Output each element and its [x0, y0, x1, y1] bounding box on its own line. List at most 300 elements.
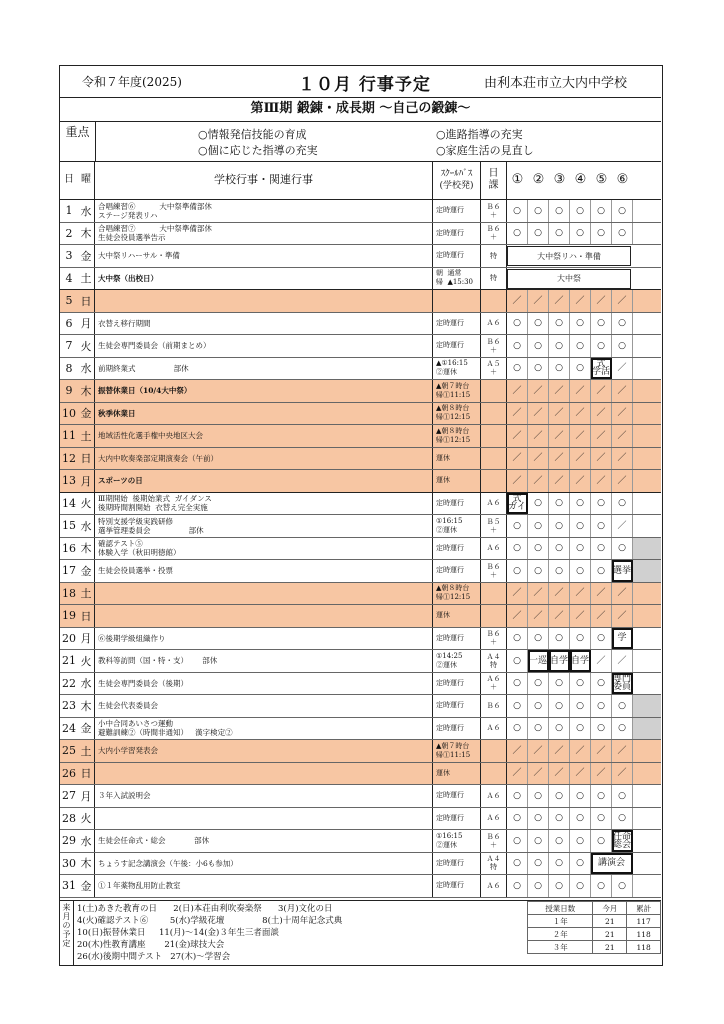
bus-cell: 運休: [433, 470, 481, 492]
bus-cell: 定時運行: [433, 628, 481, 650]
date-cell: 4: [65, 271, 73, 285]
event-cell: 大内小学習発表会: [95, 740, 433, 762]
extra-cell: [633, 380, 661, 402]
period-1-cell: ○: [507, 650, 528, 672]
period-6-cell: ／: [612, 380, 633, 402]
period-3-cell: ○: [549, 493, 570, 515]
period-4-cell: ○: [570, 628, 591, 650]
daily-schedule-cell: Ｂ６ ＋: [481, 200, 507, 222]
period-4-cell: ○: [570, 673, 591, 695]
extra-cell: [633, 358, 661, 380]
period-5-cell: ／: [591, 403, 612, 425]
date-cell: 23: [62, 699, 76, 713]
weekday-cell: 金: [78, 245, 95, 267]
schedule-row: [60, 605, 661, 628]
daily-schedule-cell: Ａ６: [481, 313, 507, 335]
period-6-cell: ／: [612, 403, 633, 425]
date-cell: 15: [62, 519, 76, 533]
period-1-cell: ／: [507, 290, 528, 312]
weekday-cell: 日: [78, 605, 95, 627]
period-1-cell: ／: [507, 470, 528, 492]
bus-cell: 定時運行: [433, 493, 481, 515]
weekday-cell: 土: [78, 740, 95, 762]
schedule-row: [60, 673, 661, 696]
daily-schedule-cell: Ｂ６: [481, 695, 507, 717]
period-2-cell: ○: [528, 358, 549, 380]
extra-cell: [633, 628, 661, 650]
daily-schedule-cell: [481, 448, 507, 470]
period-6-cell: ○: [612, 538, 633, 560]
period-4-cell: ／: [570, 380, 591, 402]
period-5-cell: ○: [591, 313, 612, 335]
period-4-cell: ○: [570, 200, 591, 222]
period-6-cell: ／: [612, 425, 633, 447]
period-1-cell: ／: [507, 425, 528, 447]
period-4-cell: ○: [570, 785, 591, 807]
period-2-cell: ○: [528, 223, 549, 245]
bus-cell: 定時運行: [433, 223, 481, 245]
extra-cell: [633, 470, 661, 492]
daily-schedule-cell: [481, 290, 507, 312]
weekday-cell: 金: [78, 403, 95, 425]
event-cell: [95, 808, 433, 830]
period-1-cell: ○: [507, 673, 528, 695]
next-month-line: 1(土)あきた教育の日 2(日)本荘由利吹奏楽祭 3(月)文化の日: [77, 904, 333, 914]
period-6-cell: ／: [612, 583, 633, 605]
period-4-cell: ／: [570, 740, 591, 762]
period-3-cell: ／: [549, 425, 570, 447]
date-cell: 31: [62, 879, 76, 893]
period-6-cell: 選挙: [612, 560, 633, 582]
period-6-cell: ／: [612, 515, 633, 537]
period-2-cell: ／: [528, 583, 549, 605]
header-period-2: ②: [532, 172, 545, 187]
weekday-cell: 木: [78, 223, 95, 245]
date-cell: 22: [62, 676, 76, 690]
daily-schedule-cell: [481, 403, 507, 425]
header-period-4: ④: [574, 172, 587, 187]
extra-cell: [633, 200, 661, 222]
weekday-cell: 金: [78, 718, 95, 740]
next-month-line: 20(木)性教育講座 21(金)球技大会: [77, 940, 225, 950]
event-cell: 確認テスト⑤ 体験入学（秋田明徳館）: [95, 538, 433, 560]
period-3-cell: ○: [549, 200, 570, 222]
page-title: １０月 行事予定: [298, 75, 431, 95]
schedule-row: [60, 830, 661, 853]
event-cell: 秋季休業日: [95, 403, 433, 425]
weekday-cell: 火: [78, 650, 95, 672]
period-6-cell: ○: [612, 875, 633, 897]
schedule-row: [60, 740, 661, 763]
period-6-cell: ○: [612, 695, 633, 717]
period-5-cell: ／: [591, 650, 612, 672]
date-cell: 13: [62, 474, 76, 488]
period-5-cell: ／: [591, 448, 612, 470]
bus-cell: ①16:15 ②運休: [433, 515, 481, 537]
bus-cell: ▲朝８時台 帰①12:15: [433, 403, 481, 425]
period-1-cell: ○: [507, 223, 528, 245]
schedule-row: [60, 853, 661, 876]
period-1-cell: ／: [507, 740, 528, 762]
period-4-cell: ○: [570, 875, 591, 897]
weekday-cell: 月: [78, 470, 95, 492]
event-cell: Ⅲ期開始 後期始業式 ガイダンス 後期時間割開始 衣替え完全実施: [95, 493, 433, 515]
weekday-cell: 水: [78, 200, 95, 222]
period-2-cell: ／: [528, 605, 549, 627]
schedule-row: [60, 493, 661, 516]
daily-schedule-cell: Ａ６ ＋: [481, 673, 507, 695]
weekday-cell: 水: [78, 673, 95, 695]
extra-cell: [633, 313, 661, 335]
period-3-cell: ／: [549, 583, 570, 605]
period-3-cell: ○: [549, 695, 570, 717]
weekday-cell: 木: [78, 380, 95, 402]
period-5-cell: ／: [591, 605, 612, 627]
period-1-cell: ○: [507, 785, 528, 807]
extra-cell: [633, 808, 661, 830]
date-cell: 5: [65, 294, 73, 308]
focus-item: ○家庭生活の見直し: [436, 144, 534, 157]
class-days-table: [527, 901, 661, 954]
extra-cell: [633, 538, 661, 560]
bus-cell: ▲朝７時台 帰①11:15: [433, 380, 481, 402]
daily-schedule-cell: 特: [481, 268, 507, 290]
bus-cell: 運休: [433, 605, 481, 627]
schedule-row: [60, 560, 661, 583]
bus-cell: 定時運行: [433, 808, 481, 830]
extra-cell: [633, 493, 661, 515]
event-cell: ちょうす記念講演会（午後：小6も参加）: [95, 853, 433, 875]
extra-cell: [633, 695, 661, 717]
period-1-cell: ／: [507, 605, 528, 627]
period-5-cell: 式 学活: [591, 359, 610, 378]
period-3-cell: ○: [549, 853, 570, 875]
date-cell: 18: [62, 586, 76, 600]
weekday-cell: 木: [78, 538, 95, 560]
period-4-cell: ○: [570, 560, 591, 582]
period-6-cell: ○: [612, 313, 633, 335]
date-cell: 17: [62, 564, 76, 578]
date-cell: 8: [65, 361, 73, 375]
period-5-cell: ○: [591, 223, 612, 245]
period-3-cell: ／: [549, 448, 570, 470]
period-3-cell: ○: [549, 335, 570, 357]
event-cell: 特別支援学級実践研修 選挙管理委員会 部休: [95, 515, 433, 537]
header-events: 学校行事・関連行事: [95, 161, 433, 199]
schedule-row: [60, 785, 661, 808]
period-4-cell: ／: [570, 605, 591, 627]
bus-cell: ▲朝８時台 帰①12:15: [433, 425, 481, 447]
date-cell: 29: [62, 834, 76, 848]
period-3-cell: ○: [549, 223, 570, 245]
header-dow: 曜: [78, 161, 95, 199]
period-6-cell: ／: [612, 290, 633, 312]
period-1-cell: ／: [507, 583, 528, 605]
event-cell: 合唱練習⑥ 大中祭準備部休 ステージ発表リハ: [95, 200, 433, 222]
bus-cell: 定時運行: [433, 538, 481, 560]
daily-schedule-cell: Ｂ６ ＋: [481, 335, 507, 357]
period-3-cell: ○: [549, 808, 570, 830]
period-1-cell: ○: [507, 200, 528, 222]
extra-cell: [633, 403, 661, 425]
period-6-cell: 任命 総会: [612, 831, 631, 850]
period-2-cell: ／: [528, 290, 549, 312]
period-6-cell: ／: [612, 763, 633, 785]
date-cell: 12: [62, 451, 76, 465]
date-cell: 30: [62, 856, 76, 870]
focus-item: ○進路指導の充実: [436, 128, 523, 141]
period-5-cell: 講演会: [591, 853, 633, 875]
schedule-row: [60, 200, 661, 223]
school-name: 由利本荘市立大内中学校: [484, 76, 628, 91]
schedule-row: [60, 718, 661, 741]
weekday-cell: 日: [78, 763, 95, 785]
date-cell: 24: [62, 721, 76, 735]
bus-cell: ▲①16:15 ②運休: [433, 358, 481, 380]
event-cell: 振替休業日（10/4大中祭）: [95, 380, 433, 402]
weekday-cell: 木: [78, 695, 95, 717]
period-6-cell: ／: [612, 358, 633, 380]
period-2-cell: ／: [528, 740, 549, 762]
period-4-cell: ○: [570, 830, 591, 852]
bus-cell: 定時運行: [433, 200, 481, 222]
date-cell: 6: [65, 316, 73, 330]
header-period-1: ①: [511, 172, 524, 187]
daily-schedule-cell: [481, 425, 507, 447]
period-6-cell: ○: [612, 493, 633, 515]
period-6-cell: ／: [612, 650, 633, 672]
daily-schedule-cell: Ａ４ 特: [481, 650, 507, 672]
period-1-cell: ○: [507, 313, 528, 335]
period-3-cell: ○: [549, 875, 570, 897]
bus-cell: ▲朝７時台 帰①11:15: [433, 740, 481, 762]
header-period-5: ⑤: [595, 172, 608, 187]
schedule-row: [60, 763, 661, 786]
weekday-cell: 月: [78, 785, 95, 807]
period-1-cell: ○: [507, 853, 528, 875]
focus-item: ○情報発信技能の育成: [198, 128, 307, 141]
schedule-row: [60, 583, 661, 606]
next-month-section: [60, 900, 661, 966]
period-5-cell: ／: [591, 425, 612, 447]
extra-cell: [633, 583, 661, 605]
period-2-cell: ／: [528, 470, 549, 492]
period-2-cell: ○: [528, 313, 549, 335]
schedule-row: [60, 223, 661, 246]
period-6-cell: 学: [612, 628, 633, 650]
date-cell: 28: [62, 811, 76, 825]
next-month-line: 4(火)確認テスト⑥ 5(水)学級花壇 8(土)十周年記念式典: [77, 916, 343, 926]
period-5-cell: ○: [591, 628, 612, 650]
period-4-cell: ／: [570, 448, 591, 470]
period-3-cell: ○: [549, 628, 570, 650]
period-5-cell: ○: [591, 538, 612, 560]
bus-cell: 定時運行: [433, 718, 481, 740]
header-period-6: ⑥: [616, 172, 629, 187]
period-2-cell: ○: [528, 830, 549, 852]
daily-schedule-cell: Ａ６: [481, 808, 507, 830]
period-2-cell: ○: [528, 875, 549, 897]
event-cell: 前期終業式 部休: [95, 358, 433, 380]
period-4-cell: ○: [570, 223, 591, 245]
period-1-cell: ○: [507, 560, 528, 582]
extra-cell: [633, 290, 661, 312]
weekday-cell: 土: [78, 425, 95, 447]
period-2-cell: ○: [528, 628, 549, 650]
daily-schedule-cell: [481, 763, 507, 785]
daily-schedule-cell: Ｂ６ ＋: [481, 830, 507, 852]
period-6-cell: ○: [612, 335, 633, 357]
event-cell: [95, 290, 433, 312]
period-4-cell: ○: [570, 808, 591, 830]
period-4-cell: ○: [570, 853, 591, 875]
event-cell: 衣替え移行期間: [95, 313, 433, 335]
event-cell: スポーツの日: [95, 470, 433, 492]
schedule-row: [60, 380, 661, 403]
daily-schedule-cell: Ｂ６ ＋: [481, 223, 507, 245]
period-1-cell: ○: [507, 718, 528, 740]
date-cell: 9: [65, 384, 73, 398]
schedule-row: [60, 358, 661, 381]
bus-cell: 定時運行: [433, 560, 481, 582]
daily-schedule-cell: Ａ６: [481, 538, 507, 560]
header-schedule: 日 課: [481, 161, 507, 199]
period-3-cell: ／: [549, 740, 570, 762]
extra-cell: [633, 245, 661, 267]
stats-cell: 21: [593, 928, 627, 941]
weekday-cell: 日: [78, 448, 95, 470]
weekday-cell: 土: [78, 268, 95, 290]
daily-schedule-cell: [481, 380, 507, 402]
weekday-cell: 水: [78, 830, 95, 852]
period-1-cell: ○: [507, 335, 528, 357]
period-6-cell: ○: [612, 785, 633, 807]
weekday-cell: 火: [78, 493, 95, 515]
period-1-cell: 式 ガイ: [507, 493, 528, 515]
weekday-cell: 月: [78, 628, 95, 650]
period-4-cell: ○: [570, 538, 591, 560]
period-5-cell: ○: [591, 830, 612, 852]
period-1-cell: ○: [507, 695, 528, 717]
event-cell: [95, 583, 433, 605]
event-cell: 生徒会専門委員会（前期まとめ）: [95, 335, 433, 357]
period-3-cell: ○: [549, 673, 570, 695]
period-1-cell: ／: [507, 448, 528, 470]
period-2-cell: ／: [528, 763, 549, 785]
event-cell: 生徒会役員選挙・投票: [95, 560, 433, 582]
next-month-line: 10(日)振替休業日 11(月)～14(金)３年生三者面談: [77, 928, 279, 938]
period-4-cell: ○: [570, 493, 591, 515]
period-5-cell: ／: [591, 380, 612, 402]
stats-cell: ２年: [528, 928, 593, 941]
period-6-cell: ○: [612, 718, 633, 740]
period-2-cell: ○: [528, 853, 549, 875]
extra-cell: [633, 785, 661, 807]
period-3-cell: ○: [549, 358, 570, 380]
fiscal-year: 令和７年度(2025): [82, 75, 182, 89]
header-period-3: ③: [553, 172, 566, 187]
period-1-cell: ○: [507, 538, 528, 560]
event-cell: 生徒会代表委員会: [95, 695, 433, 717]
period-4-cell: ○: [570, 335, 591, 357]
period-4-cell: ○: [570, 515, 591, 537]
focus-item: ○個に応じた指導の充実: [198, 144, 318, 157]
daily-schedule-cell: Ｂ６ ＋: [481, 628, 507, 650]
period-6-cell: ／: [612, 740, 633, 762]
period-5-cell: ○: [591, 560, 612, 582]
extra-cell: [633, 223, 661, 245]
period-6-cell: ／: [612, 605, 633, 627]
period-4-cell: ○: [570, 718, 591, 740]
period-2-cell: ○: [528, 335, 549, 357]
event-cell: 合唱練習⑦ 大中祭準備部休 生徒会役員選挙告示: [95, 223, 433, 245]
title-bar: [60, 66, 661, 98]
period-2-cell: 一巡: [528, 650, 549, 672]
period-6-cell: ／: [612, 470, 633, 492]
daily-schedule-cell: Ａ５ ＋: [481, 358, 507, 380]
period-6-cell: ／: [612, 448, 633, 470]
period-6-cell: ○: [612, 223, 633, 245]
extra-cell: [633, 448, 661, 470]
schedule-row: [60, 448, 661, 471]
extra-cell: [633, 853, 661, 875]
period-3-cell: ○: [549, 515, 570, 537]
period-3-cell: ／: [549, 470, 570, 492]
period-3-cell: ○: [549, 785, 570, 807]
bus-cell: 運休: [433, 448, 481, 470]
period-5-cell: ／: [591, 583, 612, 605]
extra-cell: [633, 763, 661, 785]
period-5-cell: ○: [591, 200, 612, 222]
period-4-cell: ／: [570, 403, 591, 425]
bus-cell: 定時運行: [433, 245, 481, 267]
period-3-cell: ／: [549, 763, 570, 785]
next-month-label: 来月の予定: [60, 901, 74, 966]
period-1-cell: ○: [507, 875, 528, 897]
period-2-cell: ○: [528, 560, 549, 582]
period-5-cell: ○: [591, 335, 612, 357]
period-4-cell: ／: [570, 470, 591, 492]
period-5-cell: ○: [591, 785, 612, 807]
daily-schedule-cell: Ａ６: [481, 785, 507, 807]
period-2-cell: ／: [528, 403, 549, 425]
period-5-cell: ○: [591, 875, 612, 897]
event-cell: 大中祭（出校日）: [95, 268, 433, 290]
schedule-row: [60, 403, 661, 426]
period-2-cell: ○: [528, 785, 549, 807]
daily-schedule-cell: Ｂ５ ＋: [481, 515, 507, 537]
stats-cell: 21: [593, 915, 627, 928]
schedule-row: [60, 245, 661, 268]
period-1-cell: ／: [507, 403, 528, 425]
period-5-cell: ／: [591, 763, 612, 785]
date-cell: 3: [65, 249, 73, 263]
period-3-cell: ／: [549, 290, 570, 312]
period-4-cell: ／: [570, 583, 591, 605]
period-2-cell: ○: [528, 538, 549, 560]
next-month-line: 26(水)後期中間テスト 27(木)～学習会: [77, 952, 231, 962]
daily-schedule-cell: Ａ６: [481, 493, 507, 515]
period-1-cell: ／: [507, 763, 528, 785]
weekday-cell: 水: [78, 515, 95, 537]
period-3-cell: ○: [549, 560, 570, 582]
date-cell: 1: [65, 204, 73, 218]
period-2-cell: ○: [528, 200, 549, 222]
period-2-cell: ／: [528, 425, 549, 447]
event-cell: 大中祭リハーサル・準備: [95, 245, 433, 267]
bus-cell: 定時運行: [433, 335, 481, 357]
daily-schedule-cell: Ａ６: [481, 718, 507, 740]
